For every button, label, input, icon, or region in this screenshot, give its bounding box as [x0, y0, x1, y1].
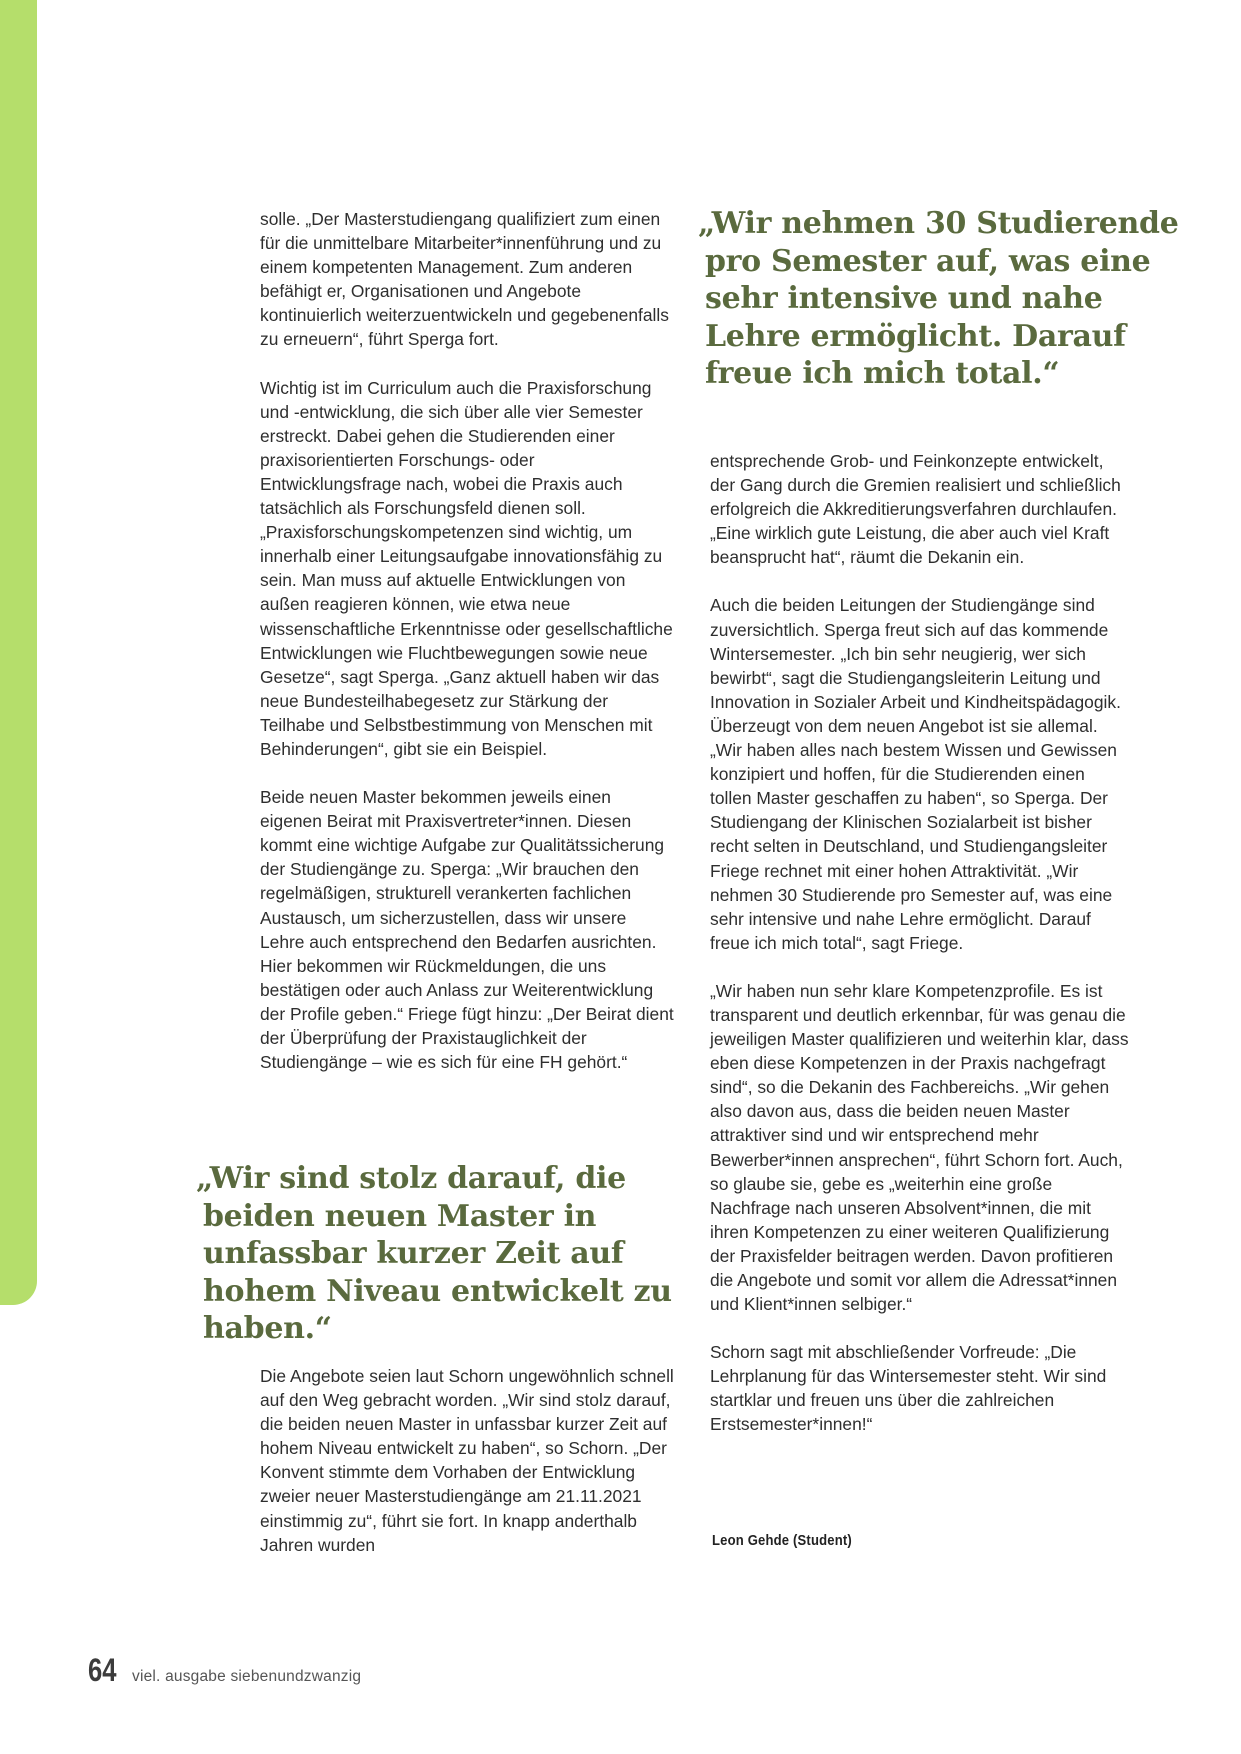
paragraph: „Wir haben nun sehr klare Kompetenzprofile. Es ist transparent und deutlich erkennbar, für was genau die jeweiligen Master qualifizieren und weiterhin klar, dass eben diese Kompetenzen in der Praxis nachgefragt sind“, so die Dekanin des Fachbereichs. „Wir gehen also davon aus, dass die beiden neuen Master attraktiver sind und wir entsprechend mehr Bewerber*innen ansprechen“, führt Schorn fort. Auch, so glaube sie, gebe es „weiterhin eine große Nachfrage nach unseren Absolvent*innen, die mit ihren Kompetenzen zu einer weiteren Qualifizierung der Praxisfelder beitragen werden. Davon profitieren die Angebote und somit vor allem die Adressat*innen und Klient*innen selbiger.“ — [710, 980, 1129, 1315]
author-byline: Leon Gehde (Student) — [712, 1533, 852, 1549]
pull-quote-right: „Wir nehmen 30 Studierende pro Semester auf, was eine sehr intensive und nahe Lehre ermöglicht. Darauf freue ich mich total.“ — [698, 206, 1179, 391]
article-column-left-bottom — [260, 1364, 675, 1581]
page-footer — [88, 1652, 361, 1689]
side-accent-bar — [0, 0, 37, 1305]
paragraph: solle. „Der Masterstudiengang qualifiziert zum einen für die unmittelbare Mitarbeiter*innenführung und zu einem kompetenten Management. Zum anderen befähigt er, Organisationen und Angebote kontinuierlich weiterzuentwickeln und gegebenenfalls zu erneuern“, führt Sperga fort. — [260, 209, 669, 350]
paragraph: Wichtig ist im Curriculum auch die Praxisforschung und -entwicklung, die sich über alle vier Semester erstreckt. Dabei gehen die Studierenden einer praxisorientierten Forschungs- oder Entwicklungsfrage nach, wobei die Praxis auch tatsächlich als Forschungsfeld dienen soll. „Praxisforschungskompetenzen sind wichtig, um innerhalb einer Leitungsaufgabe innovationsfähig zu sein. Man muss auf aktuelle Entwicklungen von außen reagieren können, wie etwa neue wissenschaftliche Erkenntnisse oder gesellschaftliche Entwicklungen wie Fluchtbewegungen sowie neue Gesetze“, sagt Sperga. „Ganz aktuell haben wir das neue Bundesteilhabegesetz zur Stärkung der Teilhabe und Selbstbestimmung von Menschen mit Behinderungen“, gibt sie ein Beispiel. — [260, 377, 673, 759]
article-column-right — [710, 449, 1130, 1461]
publication-name: viel. ausgabe siebenundzwanzig — [132, 1668, 362, 1685]
paragraph: Die Angebote seien laut Schorn ungewöhnlich schnell auf den Weg gebracht worden. „Wir sind stolz darauf, die beiden neuen Master in unfassbar kurzer Zeit auf hohem Niveau entwickelt zu haben“, so Schorn. „Der Konvent stimmte dem Vorhaben der Entwicklung zweier neuer Masterstudiengänge am 21.11.2021 einstimmig zu“, führt sie fort. In knapp anderthalb Jahren wurden — [260, 1366, 674, 1555]
paragraph: entsprechende Grob- und Feinkonzepte entwickelt, der Gang durch die Gremien realisiert und schließlich erfolgreich die Akkreditierungsverfahren durchlaufen. „Eine wirklich gute Leistung, die aber auch viel Kraft beansprucht hat“, räumt die Dekanin ein. — [710, 451, 1121, 568]
paragraph: Schorn sagt mit abschließender Vorfreude: „Die Lehrplanung für das Wintersemester steht. Wir sind startklar und freuen uns über die zahlreichen Erstsemester*innen!“ — [710, 1342, 1107, 1435]
pull-quote-left: „Wir sind stolz darauf, die beiden neuen Master in unfassbar kurzer Zeit auf hohem Niveau entwickelt zu haben.“ — [196, 1161, 672, 1346]
article-column-left-top — [260, 207, 675, 1098]
paragraph: Beide neuen Master bekommen jeweils einen eigenen Beirat mit Praxisvertreter*innen. Diesen kommt eine wichtige Aufgabe zur Qualitätssicherung der Studiengänge zu. Sperga: „Wir brauchen den regelmäßigen, strukturell verankerten fachlichen Austausch, um sicherzustellen, dass wir unsere Lehre auch entsprechend den Bedarfen ausrichten. Hier bekommen wir Rückmeldungen, die uns bestätigen oder auch Anlass zur Weiterentwicklung der Profile geben.“ Friege fügt hinzu: „Der Beirat dient der Überprüfung der Praxistauglichkeit der Studiengänge – wie es sich für eine FH gehört.“ — [260, 787, 674, 1073]
paragraph: Auch die beiden Leitungen der Studiengänge sind zuversichtlich. Sperga freut sich auf das kommende Wintersemester. „Ich bin sehr neugierig, wer sich bewirbt“, sagt die Studiengangsleiterin Leitung und Innovation in Sozialer Arbeit und Kindheitspädagogik. Überzeugt von dem neuen Angebot ist sie allemal. „Wir haben alles nach bestem Wissen und Gewissen konzipiert und hoffen, für die Studierenden einen tollen Master geschaffen zu haben“, so Sperga. Der Studiengang der Klinischen Sozialarbeit ist bisher recht selten in Deutschland, und Studiengangsleiter Friege rechnet mit einer hohen Attraktivität. „Wir nehmen 30 Studierende pro Semester auf, was eine sehr intensive und nahe Lehre ermöglicht. Darauf freue ich mich total“, sagt Friege. — [710, 595, 1121, 953]
page-number: 64 — [88, 1652, 117, 1688]
